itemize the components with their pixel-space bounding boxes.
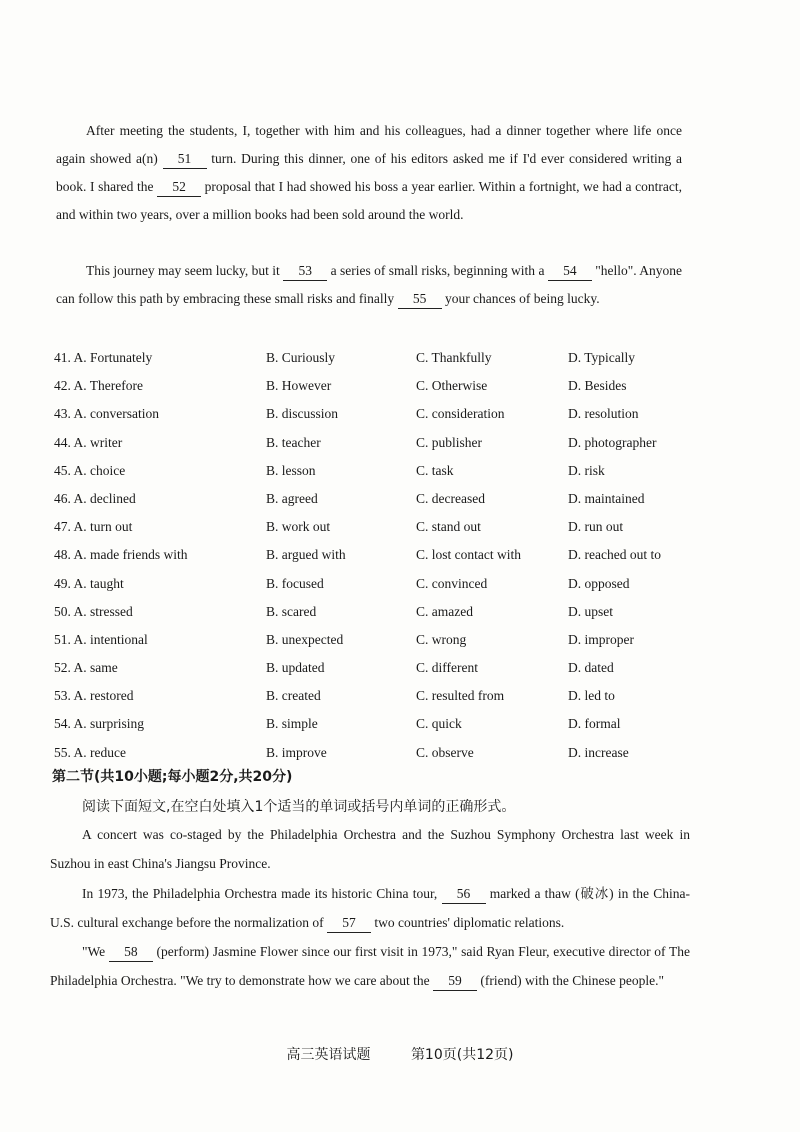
option-c: C. publisher [416,434,482,450]
option-c: C. Otherwise [416,378,488,394]
option-b: B. argued with [266,547,346,563]
option-a: 48. A. made friends with [54,547,188,563]
option-c: C. task [416,462,454,478]
option-b: B. improve [266,744,327,760]
section2-paragraph-2 [50,879,690,937]
options-list [54,344,694,767]
option-c: C. lost contact with [416,547,521,563]
section-instruction: 阅读下面短文,在空白处填入1个适当的单词或括号内单词的正确形式。 [82,799,516,815]
option-c: C. stand out [416,519,481,535]
option-row-52 [54,654,694,682]
option-a: 52. A. same [54,660,118,676]
option-d: D. risk [568,462,605,478]
option-c: C. Thankfully [416,350,492,365]
option-b: B. Curiously [266,350,336,365]
option-a: 55. A. reduce [54,744,126,760]
option-c: C. consideration [416,406,505,422]
option-c: C. convinced [416,575,488,591]
option-row-55 [54,739,694,767]
option-d: D. improper [568,631,634,647]
option-a: 41. A. Fortunately [54,350,153,365]
passage-text: "We [82,944,109,959]
passage-paragraph-1 [56,117,682,229]
option-row-44 [54,429,694,457]
option-a: 50. A. stressed [54,603,133,619]
passage-text: marked a thaw (破冰) in the China-U.S. cultural exchange before the normalization of [50,886,690,930]
blank-53: 53 [283,262,327,281]
option-row-50 [54,598,694,626]
passage-paragraph-2 [56,257,682,313]
passage-text: (friend) with the Chinese people." [477,973,665,988]
passage-text: your chances of being lucky. [441,291,600,306]
footer-subject: 高三英语试题 [286,1047,371,1063]
option-row-45 [54,457,694,485]
blank-59: 59 [433,972,477,991]
option-d: D. maintained [568,490,645,506]
option-a: 43. A. conversation [54,406,159,422]
option-b: B. work out [266,519,331,535]
option-row-41 [54,344,694,372]
option-row-46 [54,485,694,513]
option-a: 47. A. turn out [54,519,133,535]
passage-text: After meeting the students, I, together with him and his colleagues, had a dinner together where life once again showed a(n) [56,123,682,166]
option-c: C. different [416,660,478,676]
option-d: D. dated [568,660,614,676]
option-row-54 [54,710,694,738]
option-a: 44. A. writer [54,434,123,450]
blank-56: 56 [442,885,486,904]
option-d: D. reached out to [568,547,661,563]
option-d: D. increase [568,744,629,760]
option-row-53 [54,682,694,710]
option-d: D. upset [568,603,613,619]
option-c: C. wrong [416,631,467,647]
option-d: D. led to [568,688,615,704]
option-b: B. focused [266,575,324,591]
blank-58: 58 [109,943,153,962]
blank-55: 55 [398,290,442,309]
option-d: D. run out [568,519,624,535]
blank-51: 51 [163,150,207,169]
passage-text: a series of small risks, beginning with a [327,263,548,278]
section2-paragraph-1 [50,820,690,878]
option-b: B. unexpected [266,631,344,647]
option-row-51 [54,626,694,654]
blank-52: 52 [157,178,201,197]
passage-text: "hello". Anyone can follow this path by embracing these small risks and finally [56,263,683,306]
option-a: 54. A. surprising [54,716,145,732]
blank-57: 57 [327,914,371,933]
option-d: D. photographer [568,434,657,450]
passage-text: two countries' diplomatic relations. [371,915,565,930]
option-d: D. opposed [568,575,630,591]
option-a: 49. A. taught [54,575,124,591]
option-b: B. simple [266,716,318,732]
option-a: 45. A. choice [54,462,126,478]
passage-text: (perform) Jasmine Flower since our first visit in 1973," said Ryan Fleur, executive director of The Philadelphia Orchestra. "We try to demonstrate how we care about the [50,944,690,988]
passage-text: This journey may seem lucky, but it [86,263,284,278]
option-row-47 [54,513,694,541]
option-row-48 [54,541,694,569]
option-d: D. formal [568,716,621,732]
option-b: B. scared [266,603,317,619]
option-d: D. Typically [568,350,636,365]
option-b: B. teacher [266,434,321,450]
option-b: B. created [266,688,321,704]
option-row-42 [54,372,694,400]
option-c: C. observe [416,744,474,760]
option-c: C. quick [416,716,462,732]
option-row-43 [54,400,694,428]
option-b: B. discussion [266,406,339,422]
option-row-49 [54,570,694,598]
option-d: D. resolution [568,406,639,422]
option-a: 42. A. Therefore [54,378,143,394]
section2-paragraph-3 [50,937,690,995]
blank-54: 54 [548,262,592,281]
option-a: 51. A. intentional [54,631,148,647]
passage-text: turn. During this dinner, one of his editors asked me if I'd ever considered writing a book. I shared the [56,151,683,194]
option-d: D. Besides [568,378,627,394]
option-b: B. lesson [266,462,316,478]
option-c: C. amazed [416,603,473,619]
option-c: C. resulted from [416,688,505,704]
option-a: 53. A. restored [54,688,134,704]
footer-page-number: 第10页(共12页) [410,1047,514,1063]
option-b: B. agreed [266,490,318,506]
option-b: B. However [266,378,332,394]
passage-text: In 1973, the Philadelphia Orchestra made its historic China tour, [82,886,442,901]
passage-text: A concert was co-staged by the Philadelphia Orchestra and the Suzhou Symphony Orchestra last week in Suzhou in east China's Jiangsu Province. [50,827,690,871]
option-a: 46. A. declined [54,490,136,506]
page-footer [0,1044,800,1064]
section-title: 第二节(共10小题;每小题2分,共20分) [52,769,293,785]
passage-text: proposal that I had showed his boss a year earlier. Within a fortnight, we had a contract, and within two years, over a million books had been sold around the world. [56,179,682,222]
option-c: C. decreased [416,490,485,506]
option-b: B. updated [266,660,325,676]
